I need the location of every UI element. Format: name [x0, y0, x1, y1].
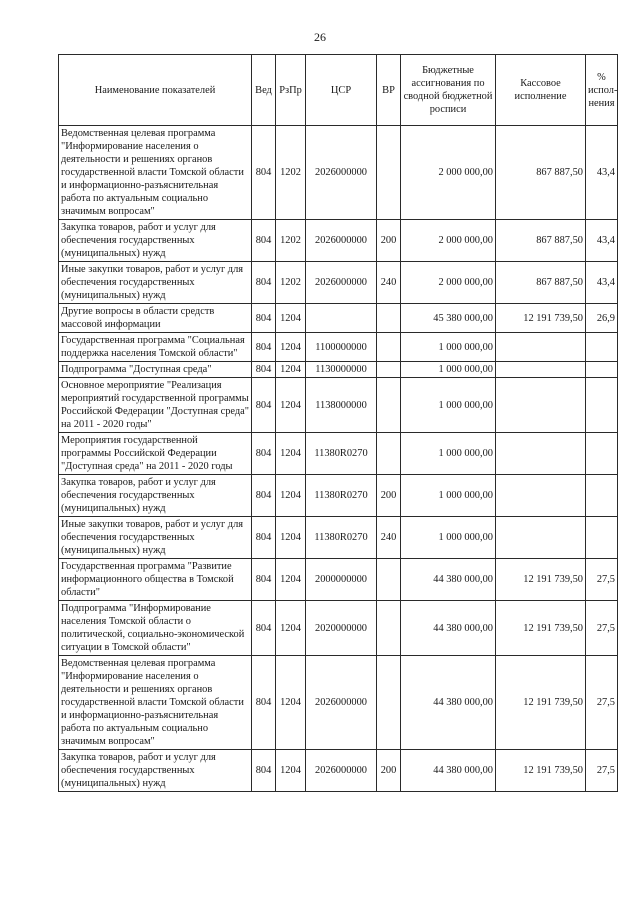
header-pct: % испол-нения: [586, 55, 618, 126]
row-rzpr-cell: 1204: [276, 656, 306, 750]
row-vr-cell: [377, 362, 401, 378]
row-pct-cell: [586, 378, 618, 433]
row-csr-cell: 2026000000: [306, 262, 377, 304]
row-csr-cell: 2026000000: [306, 126, 377, 220]
row-rzpr-cell: 1204: [276, 750, 306, 792]
budget-execution-table: [58, 54, 618, 792]
table-row: [59, 656, 618, 750]
row-csr-cell: 11380R0270: [306, 475, 377, 517]
row-name-cell: Ведомственная целевая программа "Информирование населения о деятельности и решениях органов государственной власти Томской области и информационно-разъяснительная работа по актуальным социально значимым вопросам": [59, 126, 252, 220]
header-name: Наименование показателей: [59, 55, 252, 126]
row-vr-cell: [377, 559, 401, 601]
row-rzpr-cell: 1202: [276, 262, 306, 304]
row-ved-cell: 804: [252, 517, 276, 559]
row-name-cell: Подпрограмма "Информирование населения Томской области о политической, социально-экономической ситуации в Томской области": [59, 601, 252, 656]
table-header-row: [59, 55, 618, 126]
row-budget-cell: 1 000 000,00: [401, 517, 496, 559]
row-pct-cell: 27,5: [586, 559, 618, 601]
row-budget-cell: 45 380 000,00: [401, 304, 496, 333]
row-ved-cell: 804: [252, 601, 276, 656]
row-rzpr-cell: 1204: [276, 362, 306, 378]
row-ved-cell: 804: [252, 475, 276, 517]
row-pct-cell: 27,5: [586, 601, 618, 656]
row-csr-cell: 1138000000: [306, 378, 377, 433]
row-name-cell: Закупка товаров, работ и услуг для обеспечения государственных (муниципальных) нужд: [59, 220, 252, 262]
row-kassa-cell: [496, 362, 586, 378]
row-name-cell: Иные закупки товаров, работ и услуг для обеспечения государственных (муниципальных) нужд: [59, 262, 252, 304]
row-budget-cell: 44 380 000,00: [401, 601, 496, 656]
header-vr: ВР: [377, 55, 401, 126]
row-budget-cell: 44 380 000,00: [401, 750, 496, 792]
row-rzpr-cell: 1204: [276, 559, 306, 601]
row-ved-cell: 804: [252, 656, 276, 750]
row-budget-cell: 1 000 000,00: [401, 362, 496, 378]
row-csr-cell: 11380R0270: [306, 517, 377, 559]
row-csr-cell: 2026000000: [306, 220, 377, 262]
table-row: [59, 517, 618, 559]
row-vr-cell: 200: [377, 750, 401, 792]
row-csr-cell: 11380R0270: [306, 433, 377, 475]
table-row: [59, 378, 618, 433]
row-name-cell: Иные закупки товаров, работ и услуг для обеспечения государственных (муниципальных) нужд: [59, 517, 252, 559]
row-pct-cell: 27,5: [586, 656, 618, 750]
table-row: [59, 601, 618, 656]
row-ved-cell: 804: [252, 362, 276, 378]
row-kassa-cell: 12 191 739,50: [496, 656, 586, 750]
row-csr-cell: 1130000000: [306, 362, 377, 378]
row-pct-cell: [586, 362, 618, 378]
row-kassa-cell: 12 191 739,50: [496, 601, 586, 656]
row-pct-cell: 43,4: [586, 126, 618, 220]
row-name-cell: Закупка товаров, работ и услуг для обеспечения государственных (муниципальных) нужд: [59, 750, 252, 792]
row-pct-cell: [586, 475, 618, 517]
row-budget-cell: 1 000 000,00: [401, 433, 496, 475]
row-kassa-cell: 867 887,50: [496, 262, 586, 304]
table-row: [59, 262, 618, 304]
table-row: [59, 433, 618, 475]
row-name-cell: Мероприятия государственной программы Российской Федерации "Доступная среда" на 2011 - 2020 годы: [59, 433, 252, 475]
row-budget-cell: 2 000 000,00: [401, 220, 496, 262]
row-kassa-cell: 12 191 739,50: [496, 750, 586, 792]
row-csr-cell: 1100000000: [306, 333, 377, 362]
row-pct-cell: [586, 517, 618, 559]
row-ved-cell: 804: [252, 433, 276, 475]
row-vr-cell: [377, 378, 401, 433]
row-name-cell: Закупка товаров, работ и услуг для обеспечения государственных (муниципальных) нужд: [59, 475, 252, 517]
row-csr-cell: 2026000000: [306, 656, 377, 750]
row-pct-cell: 27,5: [586, 750, 618, 792]
row-csr-cell: 2000000000: [306, 559, 377, 601]
row-budget-cell: 44 380 000,00: [401, 559, 496, 601]
row-rzpr-cell: 1202: [276, 126, 306, 220]
row-kassa-cell: [496, 433, 586, 475]
row-vr-cell: 200: [377, 220, 401, 262]
row-ved-cell: 804: [252, 378, 276, 433]
row-name-cell: Другие вопросы в области средств массовой информации: [59, 304, 252, 333]
row-pct-cell: [586, 333, 618, 362]
row-rzpr-cell: 1204: [276, 475, 306, 517]
row-rzpr-cell: 1204: [276, 304, 306, 333]
row-name-cell: Основное мероприятие "Реализация мероприятий государственной программы Российской Федерации "Доступная среда" на 2011 - 2020 годы": [59, 378, 252, 433]
row-csr-cell: [306, 304, 377, 333]
row-kassa-cell: 12 191 739,50: [496, 304, 586, 333]
table-row: [59, 475, 618, 517]
row-vr-cell: 240: [377, 517, 401, 559]
row-csr-cell: 2020000000: [306, 601, 377, 656]
row-kassa-cell: 867 887,50: [496, 126, 586, 220]
row-vr-cell: [377, 656, 401, 750]
row-name-cell: Ведомственная целевая программа "Информирование населения о деятельности и решениях органов государственной власти Томской области и информационно-разъяснительная работа по актуальным социально значимым вопросам": [59, 656, 252, 750]
row-budget-cell: 44 380 000,00: [401, 656, 496, 750]
row-csr-cell: 2026000000: [306, 750, 377, 792]
row-ved-cell: 804: [252, 559, 276, 601]
row-budget-cell: 1 000 000,00: [401, 378, 496, 433]
row-kassa-cell: [496, 333, 586, 362]
header-ved: Вед: [252, 55, 276, 126]
row-rzpr-cell: 1204: [276, 517, 306, 559]
row-rzpr-cell: 1204: [276, 601, 306, 656]
row-ved-cell: 804: [252, 304, 276, 333]
row-vr-cell: 240: [377, 262, 401, 304]
header-rzpr: РзПр: [276, 55, 306, 126]
row-budget-cell: 2 000 000,00: [401, 126, 496, 220]
row-ved-cell: 804: [252, 262, 276, 304]
row-name-cell: Государственная программа "Социальная поддержка населения Томской области": [59, 333, 252, 362]
row-kassa-cell: 867 887,50: [496, 220, 586, 262]
table-row: [59, 362, 618, 378]
row-rzpr-cell: 1204: [276, 378, 306, 433]
row-vr-cell: 200: [377, 475, 401, 517]
row-budget-cell: 2 000 000,00: [401, 262, 496, 304]
row-rzpr-cell: 1202: [276, 220, 306, 262]
row-kassa-cell: [496, 378, 586, 433]
row-ved-cell: 804: [252, 220, 276, 262]
table-row: [59, 126, 618, 220]
row-rzpr-cell: 1204: [276, 333, 306, 362]
row-budget-cell: 1 000 000,00: [401, 333, 496, 362]
row-budget-cell: 1 000 000,00: [401, 475, 496, 517]
row-ved-cell: 804: [252, 333, 276, 362]
row-vr-cell: [377, 333, 401, 362]
table-row: [59, 333, 618, 362]
row-pct-cell: 43,4: [586, 220, 618, 262]
row-vr-cell: [377, 601, 401, 656]
row-ved-cell: 804: [252, 126, 276, 220]
row-kassa-cell: [496, 517, 586, 559]
table-row: [59, 559, 618, 601]
page-number: 26: [314, 30, 326, 44]
header-budget: Бюджетные ассигнования по сводной бюджетной росписи: [401, 55, 496, 126]
table-row: [59, 220, 618, 262]
row-pct-cell: [586, 433, 618, 475]
table-row: [59, 304, 618, 333]
row-name-cell: Государственная программа "Развитие информационного общества в Томской области": [59, 559, 252, 601]
table-row: [59, 750, 618, 792]
row-ved-cell: 804: [252, 750, 276, 792]
row-kassa-cell: [496, 475, 586, 517]
row-name-cell: Подпрограмма "Доступная среда": [59, 362, 252, 378]
row-pct-cell: 43,4: [586, 262, 618, 304]
header-csr: ЦСР: [306, 55, 377, 126]
header-kassa: Кассовое исполнение: [496, 55, 586, 126]
row-rzpr-cell: 1204: [276, 433, 306, 475]
row-kassa-cell: 12 191 739,50: [496, 559, 586, 601]
row-pct-cell: 26,9: [586, 304, 618, 333]
row-vr-cell: [377, 126, 401, 220]
row-vr-cell: [377, 304, 401, 333]
row-vr-cell: [377, 433, 401, 475]
